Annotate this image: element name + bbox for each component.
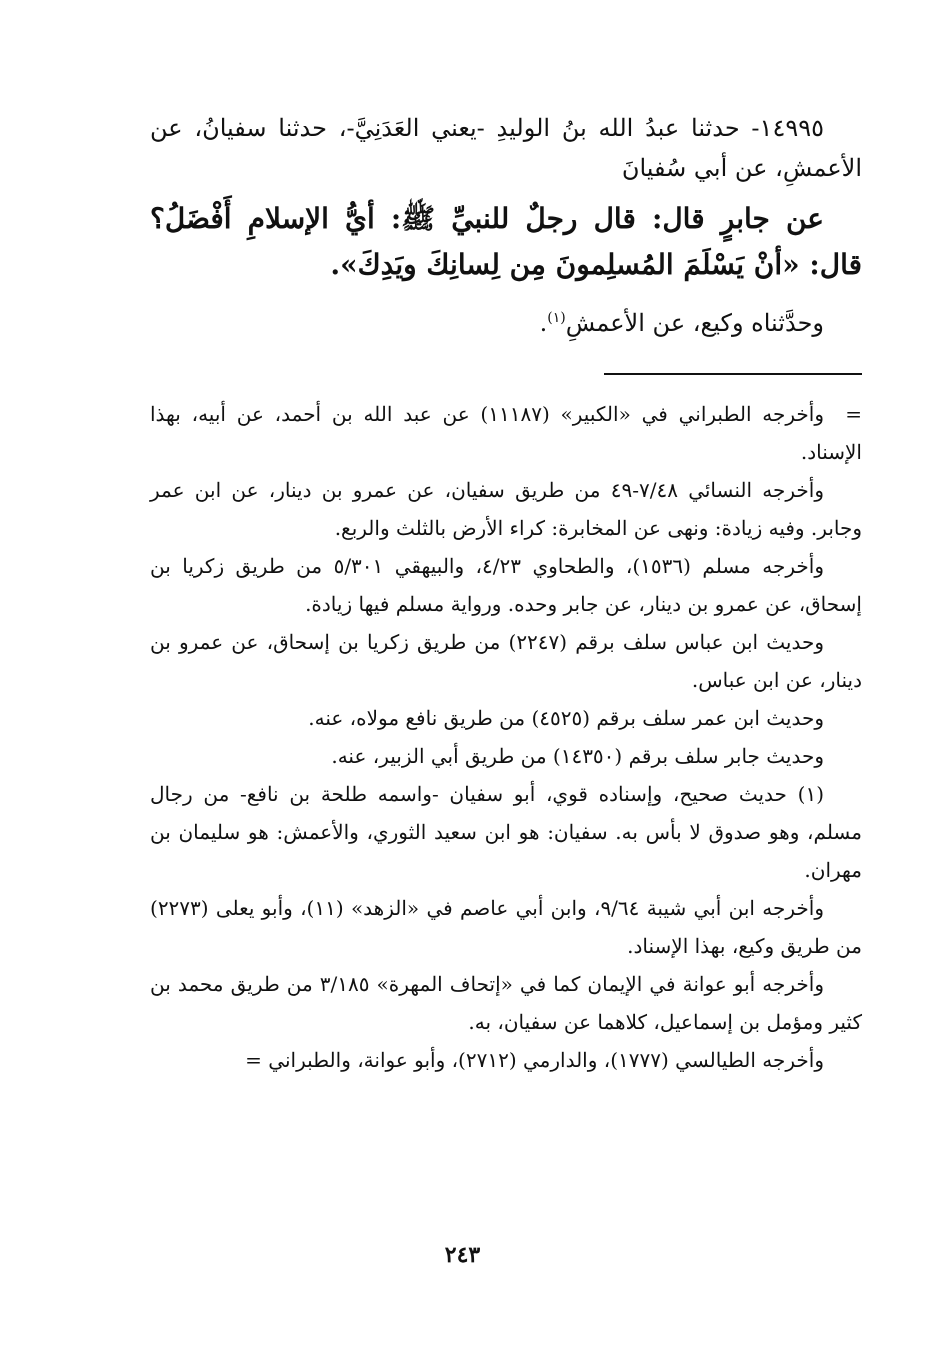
footnote-paragraph: (١) حديث صحيح، وإسناده قوي، أبو سفيان -واسمه طلحة بن نافع- من رجال مسلم، وهو صدوق لا بأس به. سفيان: هو ابن سعيد الثوري، والأعمش: هو سليمان بن مهران.	[150, 782, 862, 882]
footnote-paragraph: وأخرجه مسلم (١٥٣٦)، والطحاوي ٤/٢٣، والبيهقي ٥/٣٠١ من طريق زكريا بن إسحاق، عن عمرو بن دينار، عن جابر وحده. ورواية مسلم فيها زيادة.	[150, 554, 862, 616]
footnote-paragraph: وحديث ابن عباس سلف برقم (٢٢٤٧) من طريق زكريا بن إسحاق، عن عمرو بن دينار، عن ابن عباس.	[150, 630, 862, 692]
footnote-text: وأخرجه الطبراني في «الكبير» (١١١٨٧) عن عبد الله بن أحمد، عن أبيه، بهذا الإسناد.	[150, 402, 862, 464]
secondary-chain-text: وحدَّثناه وكيع، عن الأعمشِ	[565, 309, 824, 337]
page-number: ٢٤٣	[444, 1242, 481, 1268]
hadith-isnad: ١٤٩٩٥- حدثنا عبدُ الله بنُ الوليدِ -يعني العَدَنِيَّ-، حدثنا سفيانُ، عن الأعمشِ، عن أبي سُفيانَ	[150, 114, 862, 182]
footnote-paragraph	[150, 395, 862, 471]
footnote-paragraph: وأخرجه النسائي ٧/٤٨-٤٩ من طريق سفيان، عن عمرو بن دينار، عن ابن عمر وجابر. وفيه زيادة: ونهى عن المخابرة: كراء الأرض بالثلث والربع.	[150, 478, 862, 540]
page-body	[150, 108, 862, 1079]
footnote-paragraph: وحديث ابن عمر سلف برقم (٤٥٢٥) من طريق نافع مولاه، عنه.	[308, 706, 824, 730]
footnote-paragraph: وأخرجه أبو عوانة في الإيمان كما في «إتحاف المهرة» ٣/١٨٥ من طريق محمد بن كثير ومؤمل بن إسماعيل، كلاهما عن سفيان، به.	[150, 972, 862, 1034]
footnote-paragraph: وأخرجه ابن أبي شيبة ٩/٦٤، وابن أبي عاصم في «الزهد» (١١)، وأبو يعلى (٢٢٧٣) من طريق وكيع، بهذا الإسناد.	[150, 896, 862, 958]
footnotes	[150, 395, 862, 1079]
footnote-paragraph: وأخرجه الطيالسي (١٧٧٧)، والدارمي (٢٧١٢)، وأبو عوانة، والطبراني =	[245, 1048, 824, 1072]
secondary-chain-end: .	[539, 309, 548, 337]
hadith-secondary-chain	[150, 298, 862, 343]
footnote-separator	[604, 373, 862, 375]
footnote-reference: (١)	[547, 310, 566, 326]
footnote-paragraph: وحديث جابر سلف برقم (١٤٣٥٠) من طريق أبي الزبير، عنه.	[331, 744, 824, 768]
continuation-mark: =	[845, 402, 863, 426]
hadith-matn: عن جابرٍ قال: قال رجلٌ للنبيِّ ﷺ: أيُّ الإسلامِ أَفْضَلُ؟ قال: «أنْ يَسْلَمَ المُسلِمونَ مِن لِسانِكَ ويَدِكَ».	[150, 202, 862, 281]
